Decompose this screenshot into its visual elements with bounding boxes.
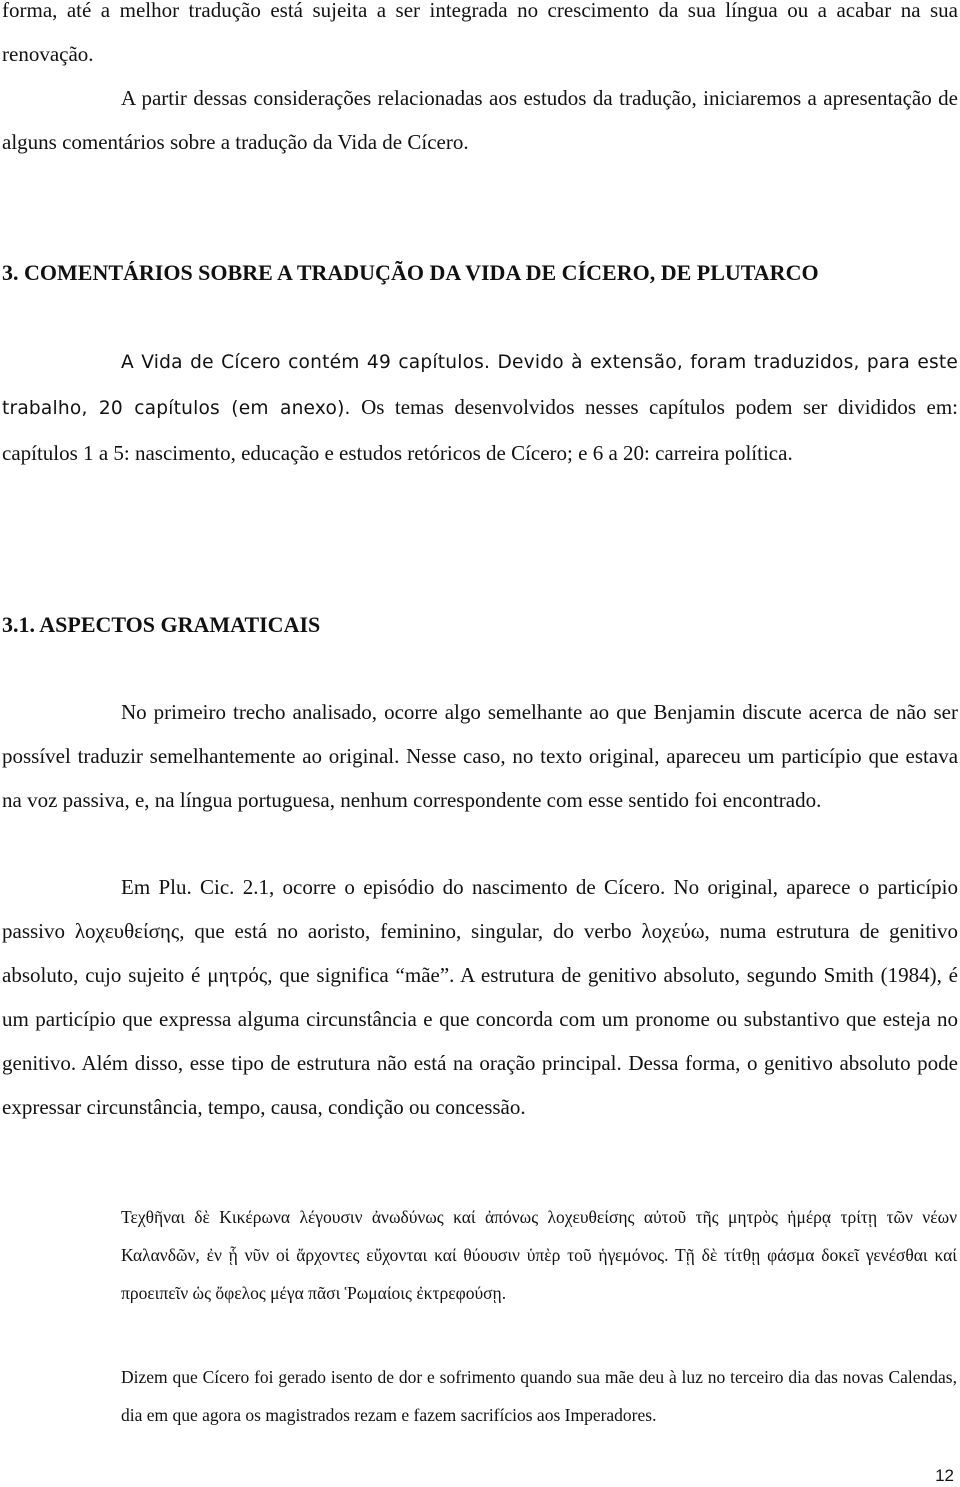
page-number: 12 — [935, 1466, 954, 1485]
paragraph-top — [2, 0, 958, 76]
paragraph-intro-text: A partir dessas considerações relacionadas aos estudos da tradução, iniciaremos a apresentação de alguns comentários sobre a tradução da Vida de Cícero. — [2, 86, 958, 154]
paragraph-intro — [2, 76, 958, 164]
paragraph-genitive — [2, 865, 958, 1129]
paragraph-top-text: forma, até a melhor tradução está sujeita a ser integrada no crescimento da sua língua ou a acabar na sua renovação. — [2, 0, 958, 66]
greek-term-verb: λοχεύω — [641, 919, 705, 943]
paragraph-genitive-text-4: , que significa “mãe”. A estrutura de genitivo absoluto, segundo Smith (1984), é um particípio que expressa alguma circunstância e que concorda com um pronome ou substantivo que esteja no genitivo. Além disso, esse tipo de estrutura não está na oração principal. Dessa forma, o genitivo absoluto pode expressar circunstância, tempo, causa, condição ou concessão. — [2, 963, 958, 1119]
paragraph-genitive-text-3: , numa estrutura de genitivo absoluto, cujo sujeito é — [2, 919, 958, 987]
paragraph-genitive-text-1: Em Plu. Cic. 2.1, ocorre o episódio do nascimento de Cícero. No original, aparece o particípio passivo — [2, 875, 958, 943]
paragraph-first-excerpt — [2, 690, 958, 822]
paragraph-first-text-b: Nesse caso, no texto original, apareceu um particípio que estava na voz passiva, e, na língua portuguesa, nenhum correspondente com esse sentido foi encontrado. — [2, 744, 959, 812]
greek-term-participle: λοχευθείσης — [74, 919, 180, 943]
section-heading-3: 3. COMENTÁRIOS SOBRE A TRADUÇÃO DA VIDA DE CÍCERO, DE PLUTARCO — [2, 260, 819, 285]
greek-quotation: Τεχθῆναι δὲ Κικέρωνα λέγουσιν ἀνωδύνως καί ἀπόνως λοχευθείσης αὐτοῦ τῆς μητρὸς ἡμέρᾳ τρίτῃ τῶν νέων Καλανδῶν, ἐν ᾗ νῦν οἱ ἄρχοντες εὔχονται καί θύουσιν ὑπὲρ τοῦ ἡγεμόνος. Τῇ δὲ τίτθῃ φάσμα δοκεῖ γενέσθαι καί προειπεῖν ὡς ὄφελος μέγα πᾶσι Ῥωμαίοις ἐκτρεφούσῃ. — [121, 1207, 957, 1303]
paragraph-chapters — [2, 339, 958, 475]
portuguese-translation: Dizem que Cícero foi gerado isento de dor e sofrimento quando sua mãe deu à luz no terceiro dia das novas Calendas, dia em que agora os magistrados rezam e fazem sacrifícios aos Imperadores. — [121, 1367, 957, 1425]
paragraph-genitive-text-2: , que está no aoristo, feminino, singular, do verbo — [179, 919, 642, 943]
section-heading-3-1: 3.1. ASPECTOS GRAMATICAIS — [2, 612, 321, 637]
paragraph-chapters-text-a: A Vida de Cícero contém 49 capítulos. Devido à extensão, foram traduzidos, para este trabalho, 20 capítulos (em anexo). — [2, 352, 958, 419]
greek-term-mother: μητρός — [207, 963, 268, 987]
paragraph-chapters-text-b: Os temas desenvolvidos nesses capítulos podem ser divididos em: capítulos 1 a 5: nascimento, educação e estudos retóricos de Cícero; e 6 a 20: carreira política. — [2, 395, 959, 465]
paragraph-first-text-a: No primeiro trecho analisado, ocorre algo semelhante ao que Benjamin discute acerca de não ser possível traduzir semelhantemente ao original. — [2, 700, 958, 768]
